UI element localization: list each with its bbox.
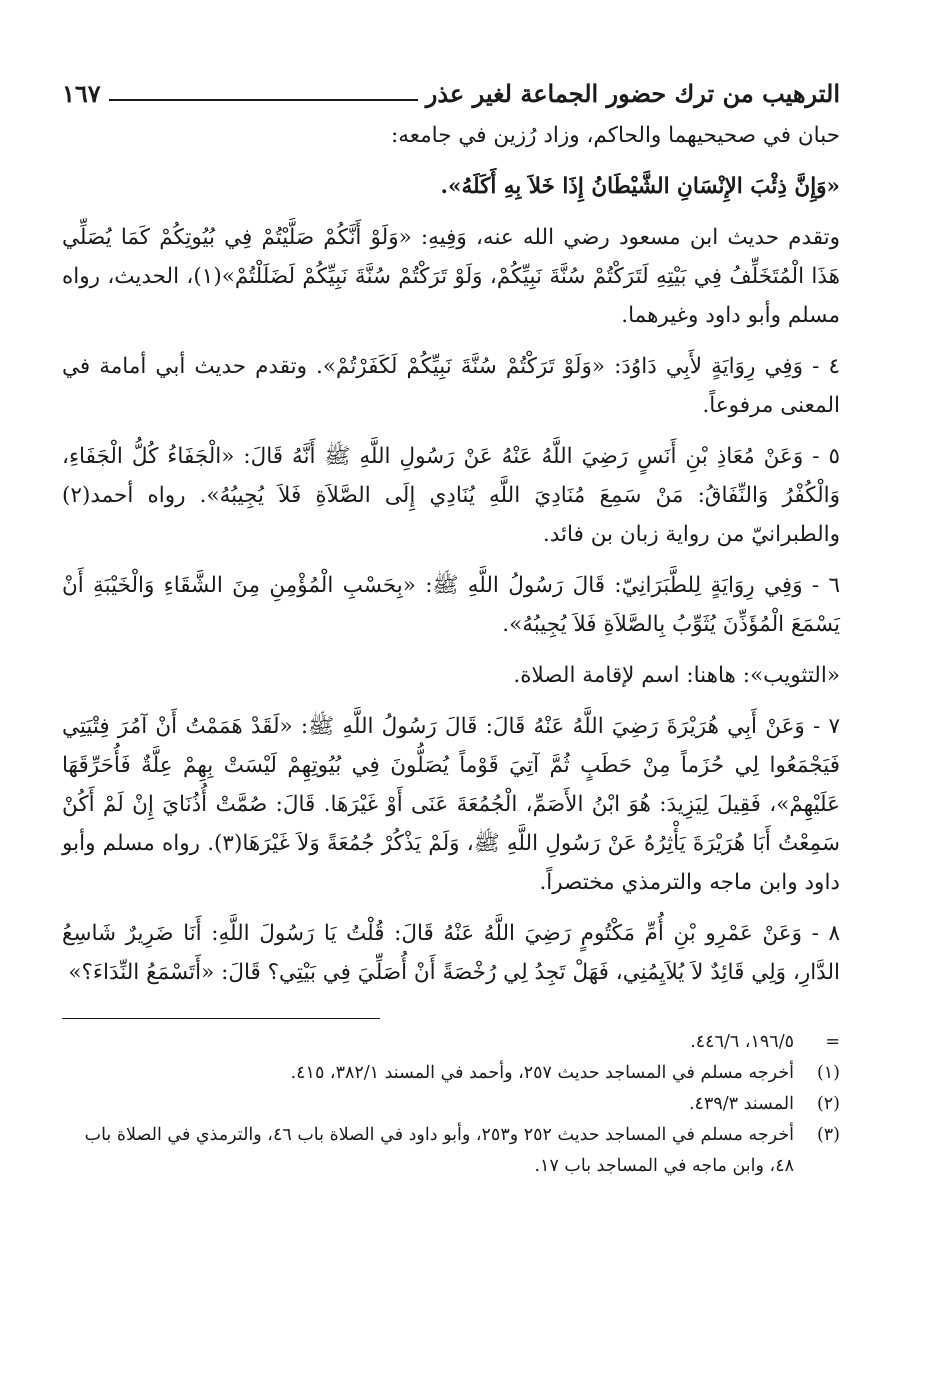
hadith-4: ٤ - وَفِي رِوَايَةٍ لأَبِي دَاوُدَ: «وَلَوْ تَرَكْتُمْ سُنَّةَ نَبِيِّكُمْ لَكَفَرْتُمْ». وتقدم حديث أبي أمامة في المعنى مرفوعاً. [62, 354, 840, 418]
footnote-item [62, 1089, 840, 1120]
footnote-divider [62, 1018, 380, 1019]
hadith-5: ٥ - وَعَنْ مُعَاذِ بْنِ أَنَسٍ رَضِيَ اللَّهُ عَنْهُ عَنْ رَسُولِ اللَّهِ ﷺ أَنَّهُ قَالَ: «الْجَفَاءُ كُلُّ الْجَفَاءِ، وَالْكُفْرُ وَالنِّفَاقُ: مَنْ سَمِعَ مُنَادِيَ اللَّهِ يُنَادِي إِلَى الصَّلاَةِ فَلاَ يُجِيبُهُ». رواه أحمد(٢) والطبرانيّ من رواية زبان بن فائد. [62, 444, 840, 547]
chapter-title: الترهيب من ترك حضور الجماعة لغير عذر [425, 79, 840, 108]
main-text [62, 116, 840, 992]
document-page [62, 74, 840, 1354]
footnote-item [62, 1027, 840, 1058]
hadith-7: ٧ - وَعَنْ أَبِي هُرَيْرَةَ رَضِيَ اللَّهُ عَنْهُ قَالَ: قَالَ رَسُولُ اللَّهِ ﷺ: «لَقَدْ هَمَمْتُ أَنْ آمُرَ فِتْيَتِي فَيَجْمَعُوا لِي حُزَماً مِنْ حَطَبٍ ثُمَّ آتِيَ قَوْماً يُصَلُّونَ فِي بُيُوتِهِمْ لَيْسَتْ بِهِمْ عِلَّةٌ فَأُحَرِّقَهَا عَلَيْهِمْ»، فَقِيلَ لِيَزِيدَ: هُوَ ابْنُ الأَصَمِّ، الْجُمُعَةَ عَنَى أَوْ غَيْرَهَا. قَالَ: صُمَّتْ أُذُنَايَ إِنْ لَمْ أَكُنْ سَمِعْتُ أَبَا هُرَيْرَةَ يَأْثِرُهُ عَنْ رَسُولِ اللَّهِ ﷺ، وَلَمْ يَذْكُرْ جُمُعَةً وَلاَ غَيْرَهَا(٣). رواه مسلم وأبو داود وابن ماجه والترمذي مختصراً. [62, 714, 840, 895]
footnote-item [62, 1058, 840, 1089]
footnote-text: المسند ٤٣٩/٣. [688, 1094, 794, 1114]
running-header [62, 74, 840, 108]
header-rule [109, 99, 418, 101]
footnote-text: أخرجه مسلم في المساجد حديث ٢٥٧، وأحمد في المسند ٣٨٢/١، ٤١٥. [290, 1063, 794, 1083]
hadith-6: ٦ - وَفِي رِوَايَةٍ لِلطَّبَرَانِيّ: قَالَ رَسُولُ اللَّهِ ﷺ: «بِحَسْبِ الْمُؤْمِنِ مِنَ الشَّقَاءِ وَالْخَيْبَةِ أَنْ يَسْمَعَ الْمُؤَذِّنَ يُثَوِّبُ بِالصَّلاَةِ فَلاَ يُجِيبُهُ». [62, 573, 840, 637]
gloss-note: «التثويب»: هاهنا: اسم لإقامة الصلاة. [513, 663, 840, 688]
footnotes [62, 1027, 840, 1182]
footnote-text: ١٩٦/٥، ٤٤٦/٦. [690, 1032, 794, 1052]
footnote-number: (٣) [816, 1125, 840, 1145]
footnote-text: أخرجه مسلم في المساجد حديث ٢٥٢ و٢٥٣، وأبو داود في الصلاة باب ٤٦، والترمذي في الصلاة باب ٤٨، وابن ماجه في المساجد باب ١٧. [84, 1125, 794, 1176]
footnote-number: = [825, 1032, 840, 1052]
footnote-number: (٢) [816, 1094, 840, 1114]
paragraph: وتقدم حديث ابن مسعود رضي الله عنه، وَفِيهِ: «وَلَوْ أَنَّكُمْ صَلَّيْتُمْ فِي بُيُوتِكُمْ كَمَا يُصَلِّي هَذَا الْمُتَخَلِّفُ فِي بَيْتِهِ لَتَرَكْتُمْ سُنَّةَ نَبِيِّكُمْ، وَلَوْ تَرَكْتُمْ سُنَّةَ نَبِيِّكُمْ لَضَلَلْتُمْ»(١)، الحديث، رواه مسلم وأبو داود وغيرهما. [62, 225, 840, 328]
paragraph: حبان في صحيحيهما والحاكم، وزاد رُزين في جامعه: [391, 123, 840, 148]
page-number: ١٦٧ [62, 79, 101, 108]
hadith-quote: «وَإِنَّ ذِئْبَ الإِنْسَانِ الشَّيْطَانُ إِذَا خَلاَ بِهِ أَكَلَهُ». [440, 174, 840, 199]
footnote-item [62, 1120, 840, 1182]
hadith-8: ٨ - وَعَنْ عَمْرِو بْنِ أُمِّ مَكْتُومٍ رَضِيَ اللَّهُ عَنْهُ قَالَ: قُلْتُ يَا رَسُولَ اللَّهِ: أَنَا ضَرِيرٌ شَاسِعُ الدَّارِ، وَلِي قَائِدٌ لاَ يُلاَيِمُنِي، فَهَلْ تَجِدُ لِي رُخْصَةً أَنْ أُصَلِّيَ فِي بَيْتِي؟ قَالَ: «أَتَسْمَعُ النِّدَاءَ؟» [62, 921, 840, 985]
footnote-number: (١) [816, 1063, 840, 1083]
